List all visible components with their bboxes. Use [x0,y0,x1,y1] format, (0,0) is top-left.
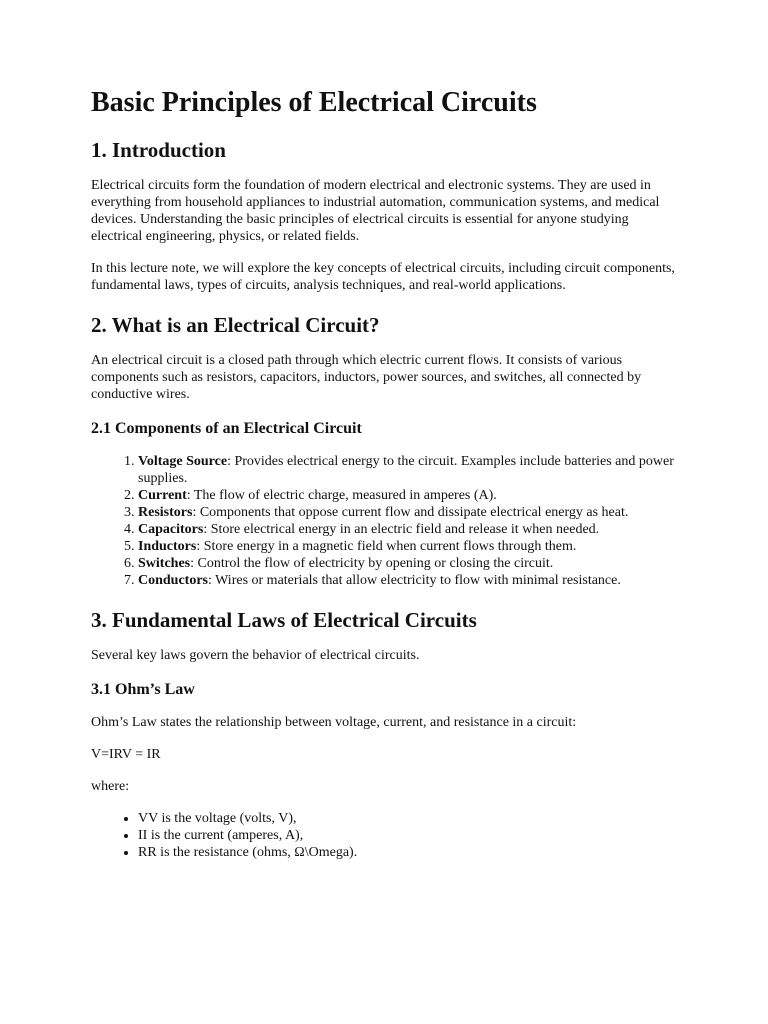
component-term: Resistors [138,505,193,520]
list-item [138,487,678,504]
intro-paragraph-1: Electrical circuits form the foundation of modern electrical and electronic systems. They are used in everything from household appliances to industrial automation, communication systems, and medical devices. Understanding the basic principles of electrical circuits is essential for anyone studying electrical engineering, physics, or related fields. [91,178,660,244]
component-desc: : Provides electrical energy to the circuit. Examples include batteries and power supplies. [138,454,674,486]
component-desc: : The flow of electric charge, measured in amperes (A). [186,488,497,503]
section-heading-introduction: 1. Introduction [91,138,226,162]
component-desc: : Components that oppose current flow and dissipate electrical energy as heat. [192,505,629,520]
ohm-paragraph-1: Ohm’s Law states the relationship between voltage, current, and resistance in a circuit: [91,715,577,730]
component-desc: : Wires or materials that allow electricity to flow with minimal resistance. [208,573,621,588]
component-term: Switches [138,556,191,571]
subsection-heading-components: 2.1 Components of an Electrical Circuit [91,420,362,437]
list-item [138,538,678,555]
components-list [91,453,678,589]
list-item [138,504,678,521]
section-heading-fundamental-laws: 3. Fundamental Laws of Electrical Circuits [91,608,477,632]
list-item [138,572,678,589]
list-item: • VV is the voltage (volts, V), [138,810,678,827]
document-title: Basic Principles of Electrical Circuits [91,87,537,118]
list-item: • II is the current (amperes, A), [138,827,678,844]
list-item [138,555,678,572]
subsection-heading-ohms-law: 3.1 Ohm’s Law [91,681,195,698]
ohm-variables-list [91,810,678,861]
laws-paragraph-1: Several key laws govern the behavior of electrical circuits. [91,648,420,663]
where-label: where: [91,779,130,794]
component-desc: : Store electrical energy in an electric field and release it when needed. [203,522,600,537]
component-desc: : Store energy in a magnetic field when current flows through them. [196,539,577,554]
list-item: • RR is the resistance (ohms, Ω\Omega). [138,844,678,861]
what-paragraph-1: An electrical circuit is a closed path through which electric current flows. It consists of various components such as resistors, capacitors, inductors, power sources, and switches, all connected by conductive wires. [91,353,642,402]
component-term: Inductors [138,539,197,554]
component-term: Conductors [138,573,209,588]
section-heading-what-is-circuit: 2. What is an Electrical Circuit? [91,313,380,337]
component-term: Capacitors [138,522,204,537]
list-item [138,521,678,538]
component-term: Voltage Source [138,454,228,469]
list-item [138,453,678,487]
component-desc: : Control the flow of electricity by opening or closing the circuit. [190,556,554,571]
intro-paragraph-2: In this lecture note, we will explore the key concepts of electrical circuits, including circuit components, fundamental laws, types of circuits, analysis techniques, and real-world applications. [91,261,675,293]
ohm-formula: V=IRV = IR [91,747,161,762]
component-term: Current [138,488,187,503]
